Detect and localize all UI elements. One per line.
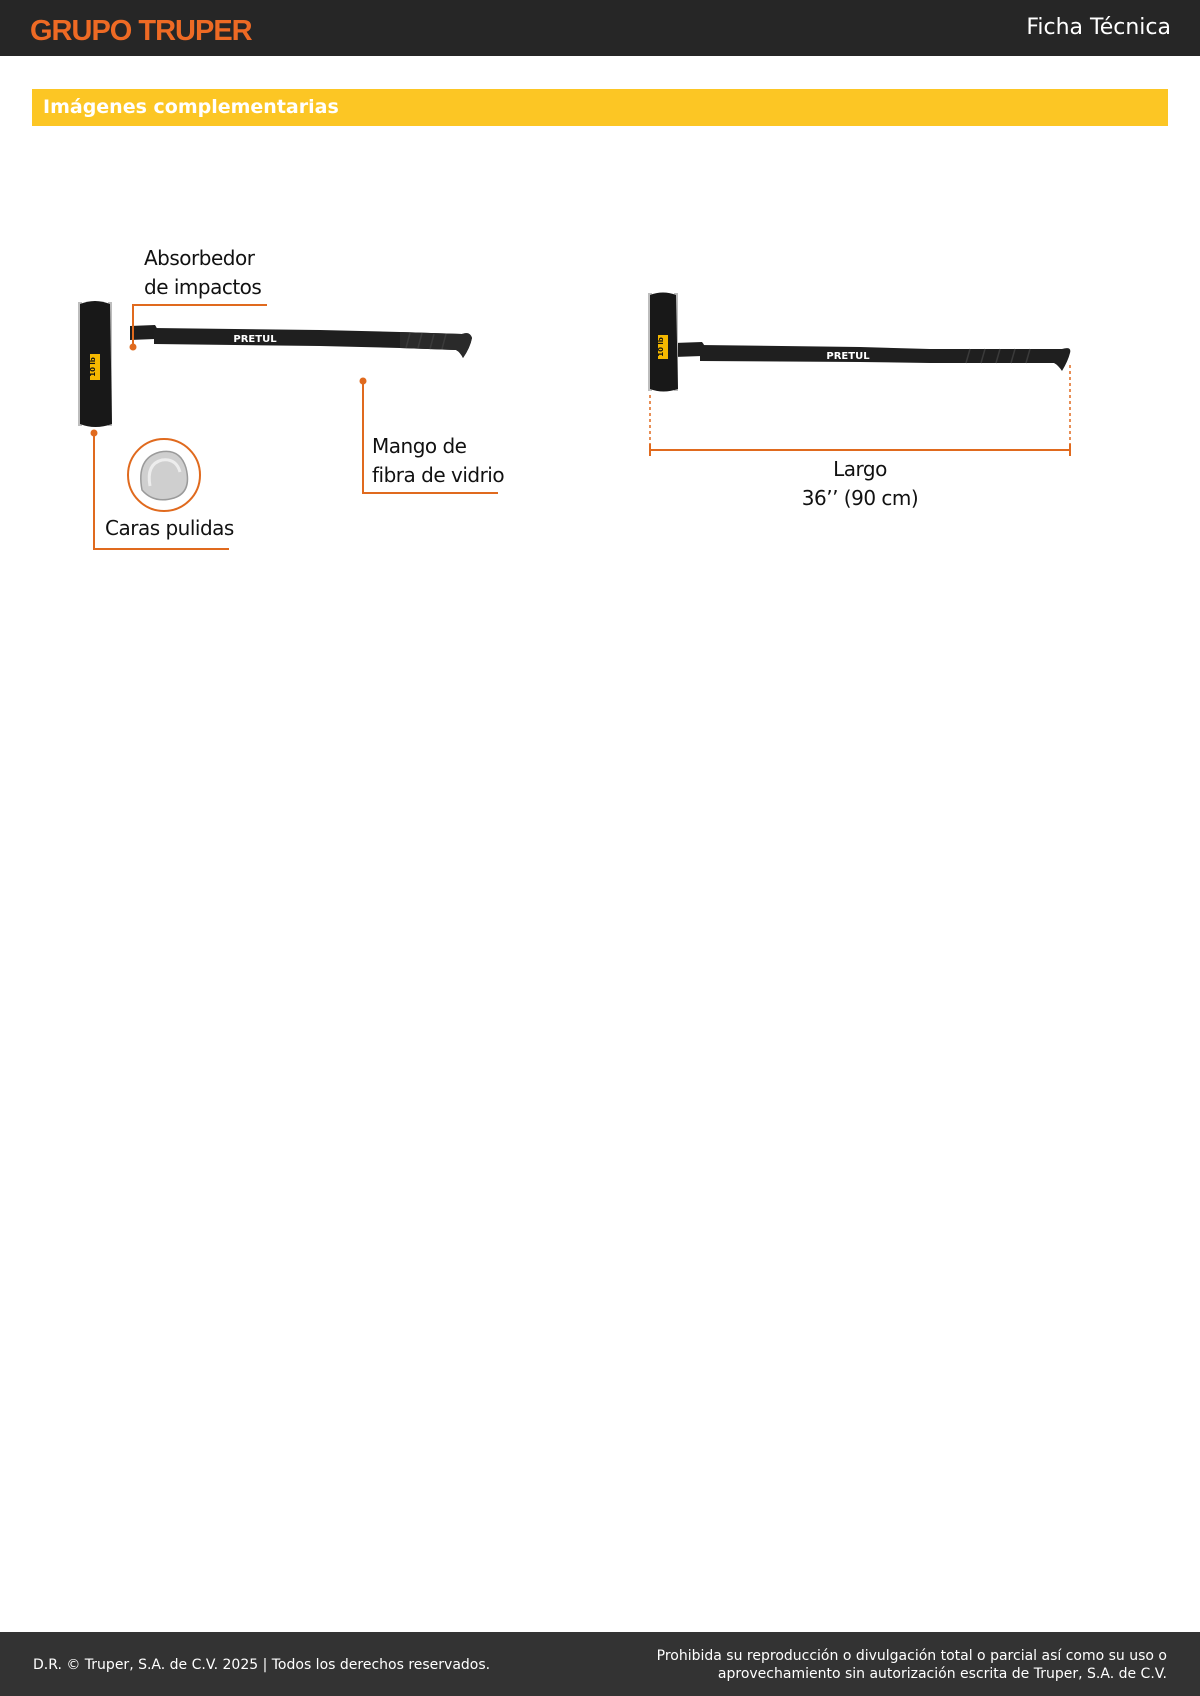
legal-notice-line1: Prohibida su reproducción o divulgación total o parcial así como su uso o [656,1648,1167,1664]
copyright-text: D.R. © Truper, S.A. de C.V. 2025 | Todos los derechos reservados. [33,1657,491,1673]
hammer-features-illustration [70,240,510,560]
faces-callout: Caras pulidas [105,516,234,540]
absorber-callout-line1: Absorbedor [144,246,255,270]
section-title: Imágenes complementarias [43,96,339,118]
handle-brand-text: PRETUL [826,351,870,362]
length-dimension-label [750,455,970,513]
handle-brand-text: PRETUL [233,334,277,345]
legal-notice [657,1647,1167,1683]
weight-label-text: 10 lb [89,357,97,377]
weight-label-text: 10 lb [657,337,665,357]
legal-notice-line2: aprovechamiento sin autorización escrita de Truper, S.A. de C.V. [717,1666,1167,1682]
hammer-features-figure [70,240,510,560]
handle-callout-line1: Mango de [372,434,467,458]
grupo-truper-logo: GRUPO TRUPER [30,15,252,47]
page-footer [0,1632,1200,1696]
length-value: 36’’ (90 cm) [801,486,919,510]
handle-callout [372,432,504,490]
absorber-callout [144,244,261,302]
handle-callout-line2: fibra de vidrio [372,463,505,487]
page-header [0,0,1200,56]
hammer-dimension-figure [640,285,1080,515]
header-title: Ficha Técnica [1026,15,1171,40]
length-label: Largo [833,457,887,481]
absorber-callout-line2: de impactos [144,275,262,299]
section-banner [32,89,1168,126]
